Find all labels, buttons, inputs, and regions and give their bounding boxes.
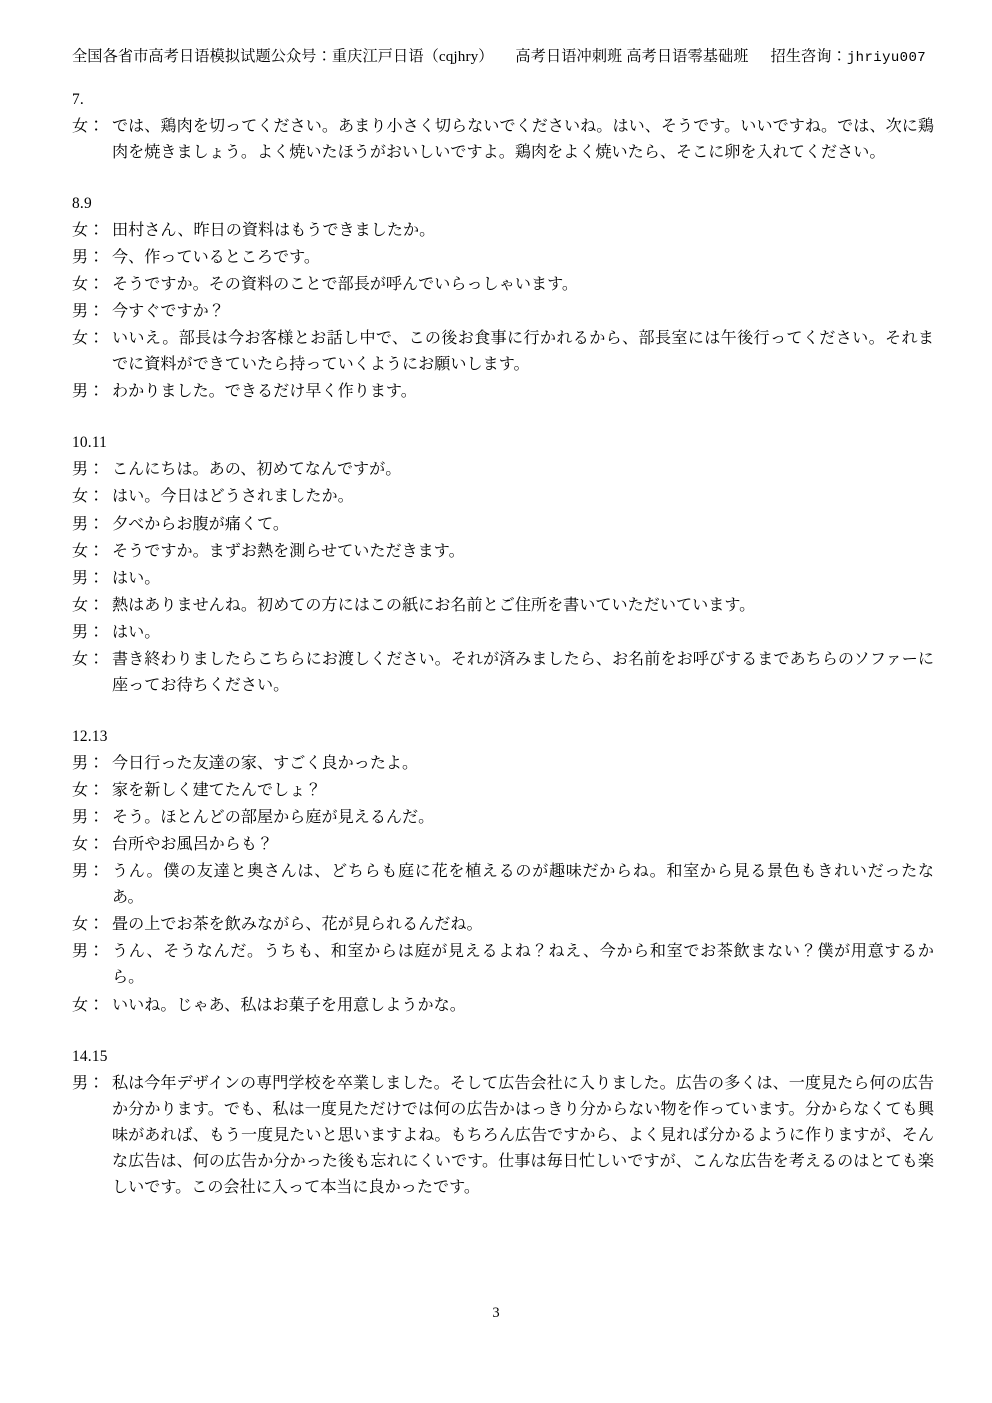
dialogue-line (72, 859, 934, 911)
speaker-label: 女： (72, 596, 105, 614)
speaker-label: 男： (72, 303, 105, 321)
question-block (72, 88, 934, 166)
dialogue-line (72, 379, 934, 405)
dialogue-line (72, 218, 934, 244)
dialogue-line (72, 647, 934, 699)
speaker-label: 男： (72, 623, 105, 641)
utterance-text: そう。ほとんどの部屋から庭が見えるんだ。 (112, 809, 435, 827)
speaker-label: 女： (72, 330, 105, 348)
speaker-label: 男： (72, 461, 105, 479)
speaker-label: 女： (72, 782, 105, 799)
utterance-text: 家を新しく建てたんでしょ？ (112, 782, 322, 799)
speaker-label: 女： (72, 488, 105, 506)
dialogue-line (72, 245, 934, 271)
utterance-text: はい。 (112, 623, 161, 641)
dialogue-line (72, 539, 934, 565)
utterance-text: いいね。じゃあ、私はお菓子を用意しようかな。 (112, 996, 466, 1014)
question-number: 10.11 (72, 434, 108, 452)
utterance-text: うん、そうなんだ。うちも、和室からは庭が見えるよね？ねえ、今から和室でお茶飲まない？僕が用意するから。 (112, 943, 934, 987)
utterance-text: はい。今日はどうされましたか。 (112, 488, 354, 506)
speaker-label: 男： (72, 515, 105, 533)
header-contact-label: 招生咨询： (770, 48, 847, 65)
speaker-label: 女： (72, 117, 105, 135)
dialogue-line (72, 272, 934, 298)
utterance-text: 書き終わりましたらこちらにお渡しください。それが済みましたら、お名前をお呼びするまであちらのソファーに座ってお待ちください。 (112, 650, 934, 694)
speaker-label: 女： (72, 276, 105, 294)
speaker-label: 女： (72, 542, 105, 560)
utterance-text: わかりました。できるだけ早く作ります。 (112, 383, 417, 401)
utterance-text: 今、作っているところです。 (112, 249, 321, 267)
question-block (72, 725, 934, 1019)
question-number: 7. (72, 91, 84, 108)
speaker-label: 男： (72, 383, 105, 401)
dialogue-line (72, 326, 934, 378)
speaker-label: 女： (72, 222, 105, 240)
speaker-label: 女： (72, 650, 105, 668)
dialogue-line (72, 512, 934, 538)
utterance-text: 田村さん、昨日の資料はもうできましたか。 (112, 222, 436, 240)
speaker-label: 女： (72, 916, 105, 934)
header-course-names: 高考日语冲刺班 高考日语零基础班 (515, 48, 749, 65)
question-block (72, 1045, 934, 1201)
utterance-text: うん。僕の友達と奥さんは、どちらも庭に花を植えるのが趣味だからね。和室から見る景色もきれいだったなあ。 (112, 863, 934, 907)
dialogue-line (72, 114, 934, 166)
speaker-label: 男： (72, 754, 105, 772)
dialogue-line (72, 593, 934, 619)
speaker-label: 男： (72, 249, 105, 267)
speaker-label: 女： (72, 996, 105, 1014)
dialogue-line (72, 751, 934, 777)
question-number: 14.15 (72, 1047, 108, 1065)
dialogue-line (72, 832, 934, 858)
question-block (72, 431, 934, 699)
question-number: 12.13 (72, 727, 108, 745)
utterance-text: 夕べからお腹が痛くて。 (112, 515, 289, 533)
utterance-text: 私は今年デザインの専門学校を卒業しました。そして広告会社に入りました。広告の多くは、一度見たら何の広告か分かります。でも、私は一度見ただけでは何の広告かはっきり分からない物を作っています。分からなくても興味があれば、もう一度見たいと思いますよね。もちろん広告ですから、よく見れば分かるように作りますが、そんな広告は、何の広告か分かった後も忘れにくいです。仕事は毎日忙しいですが、こんな広告を考えるのはとても楽しいです。この会社に入って本当に良かったです。 (112, 1074, 934, 1196)
dialogue-line (72, 912, 934, 938)
question-block (72, 192, 934, 405)
speaker-label: 男： (72, 863, 105, 881)
question-number: 8.9 (72, 195, 92, 213)
dialogue-line (72, 457, 934, 483)
listening-script-content (72, 88, 934, 1201)
utterance-text: 台所やお風呂からも？ (112, 836, 274, 854)
page-number: 3 (492, 1305, 500, 1321)
utterance-text: こんにちは。あの、初めてなんですが。 (112, 461, 402, 479)
utterance-text: はい。 (112, 569, 161, 587)
dialogue-line (72, 299, 934, 325)
utterance-text: そうですか。まずお熱を測らせていただきます。 (112, 542, 465, 560)
utterance-text: いいえ。部長は今お客様とお話し中で、この後お食事に行かれるから、部長室には午後行ってください。それまでに資料ができていたら持っていくようにお願いします。 (112, 330, 934, 374)
utterance-text: では、鶏肉を切ってください。あまり小さく切らないでくださいね。はい、そうです。いいですね。では、次に鶏肉を焼きましょう。よく焼いたほうがおいしいですよ。鶏肉をよく焼いたら、そこに卵を入れてください。 (112, 117, 934, 162)
speaker-label: 男： (72, 809, 105, 827)
dialogue-line (72, 620, 934, 646)
speaker-label: 男： (72, 943, 105, 961)
speaker-label: 女： (72, 836, 105, 854)
utterance-text: 畳の上でお茶を飲みながら、花が見られるんだね。 (112, 916, 483, 934)
utterance-text: 今すぐですか？ (112, 303, 225, 321)
speaker-label: 男： (72, 1074, 105, 1092)
header-publisher-info: 全国各省市高考日语模拟试题公众号：重庆江户日语（cqjhry） (72, 48, 494, 65)
dialogue-line (72, 805, 934, 831)
page-header (72, 46, 938, 69)
utterance-text: そうですか。その資料のことで部長が呼んでいらっしゃいます。 (112, 276, 579, 294)
speaker-label: 男： (72, 569, 105, 587)
dialogue-line (72, 566, 934, 592)
header-contact-id: jhriyu007 (846, 50, 927, 66)
utterance-text: 今日行った友達の家、すごく良かったよ。 (112, 754, 419, 772)
utterance-text: 熱はありませんね。初めての方にはこの紙にお名前とご住所を書いていただいています。 (112, 596, 756, 614)
dialogue-line (72, 484, 934, 510)
dialogue-line (72, 939, 934, 991)
dialogue-line (72, 993, 934, 1019)
dialogue-line (72, 778, 934, 804)
dialogue-line (72, 1071, 934, 1201)
